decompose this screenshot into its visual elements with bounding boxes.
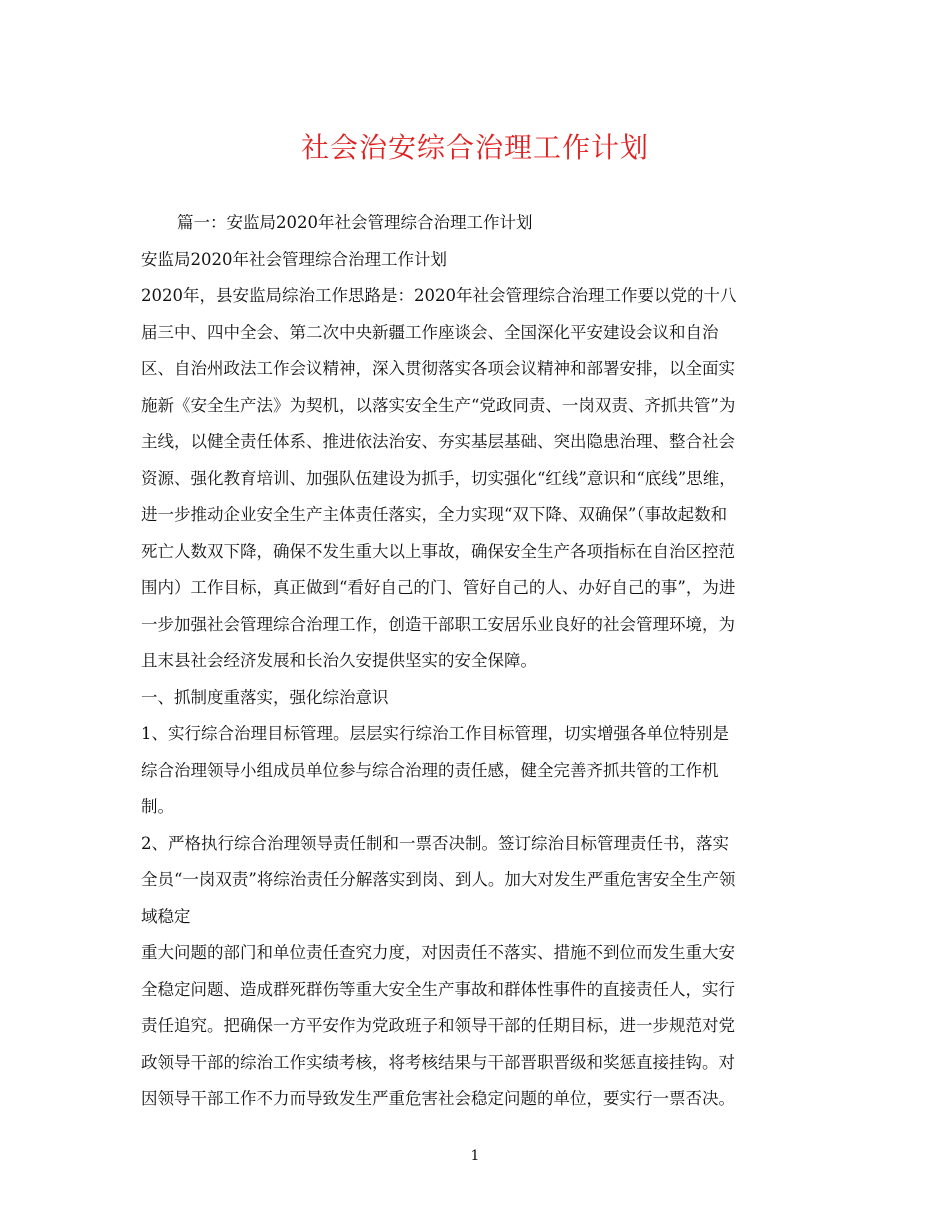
text-line: 全员“一岗双责”将综治责任分解落实到岗、到人。加大对发生严重危害安全生产领 — [141, 870, 736, 889]
text-line: 制。 — [141, 797, 174, 816]
section-heading: 一、抓制度重落实，强化综治意识 — [141, 687, 389, 707]
text-line: 综合治理领导小组成员单位参与综合治理的责任感，健全完善齐抓共管的工作机 — [141, 760, 719, 780]
text-line: 篇一：安监局2020年社会管理综合治理工作计划 — [177, 213, 533, 232]
text-line: 届三中、四中全会、第二次中央新疆工作座谈会、全国深化平安建设会议和自治 — [141, 322, 719, 342]
text-line: 因领导干部工作不力而导致发生严重危害社会稳定问题的单位，要实行一票否决。 — [141, 1089, 735, 1108]
text-line: 资源、强化教育培训、加强队伍建设为抓手，切实强化“红线”意识和“底线”思维， — [141, 468, 736, 488]
text-line: 区、自治州政法工作会议精神，深入贯彻落实各项会议精神和部署安排，以全面实 — [141, 359, 735, 378]
text-line: 1、实行综合治理目标管理。层层实行综治工作目标管理，切实增强各单位特别是 — [141, 724, 729, 743]
text-line: 主线，以健全责任体系、推进依法治安、夯实基层基础、突出隐患治理、整合社会 — [141, 432, 735, 451]
page-number: 1 — [470, 1148, 480, 1164]
text-line: 政领导干部的综治工作实绩考核，将考核结果与干部晋职晋级和奖惩直接挂钩。对 — [141, 1052, 735, 1072]
text-line: 全稳定问题、造成群死群伤等重大安全生产事故和群体性事件的直接责任人，实行 — [141, 979, 735, 999]
text-line: 且末县社会经济发展和长治久安提供坚实的安全保障。 — [141, 651, 537, 670]
text-line: 一步加强社会管理综合治理工作，创造干部职工安居乐业良好的社会管理环境，为 — [141, 614, 735, 634]
document-body — [141, 205, 811, 1118]
text-line: 围内）工作目标，真正做到“看好自己的门、管好自己的人、办好自己的事”，为进 — [141, 578, 736, 597]
text-line: 死亡人数双下降，确保不发生重大以上事故，确保安全生产各项指标在自治区控范 — [141, 541, 735, 561]
text-line: 2、严格执行综合治理领导责任制和一票否决制。签订综治目标管理责任书，落实 — [141, 833, 729, 853]
document-title: 社会治安综合治理工作计划 — [300, 131, 649, 164]
text-line: 2020年，县安监局综治工作思路是：2020年社会管理综合治理工作要以党的十八 — [141, 286, 737, 305]
text-line: 域稳定 — [141, 906, 191, 926]
text-line: 责任追究。把确保一方平安作为党政班子和领导干部的任期目标，进一步规范对党 — [141, 1016, 735, 1035]
text-line: 进一步推动企业安全生产主体责任落实，全力实现“双下降、双确保”（事故起数和 — [141, 505, 728, 524]
text-line: 安监局2020年社会管理综合治理工作计划 — [141, 249, 447, 269]
text-line: 施新《安全生产法》为契机，以落实安全生产“党政同责、一岗双责、齐抓共管”为 — [141, 395, 736, 415]
text-line: 重大问题的部门和单位责任查究力度，对因责任不落实、措施不到位而发生重大安 — [141, 943, 735, 962]
